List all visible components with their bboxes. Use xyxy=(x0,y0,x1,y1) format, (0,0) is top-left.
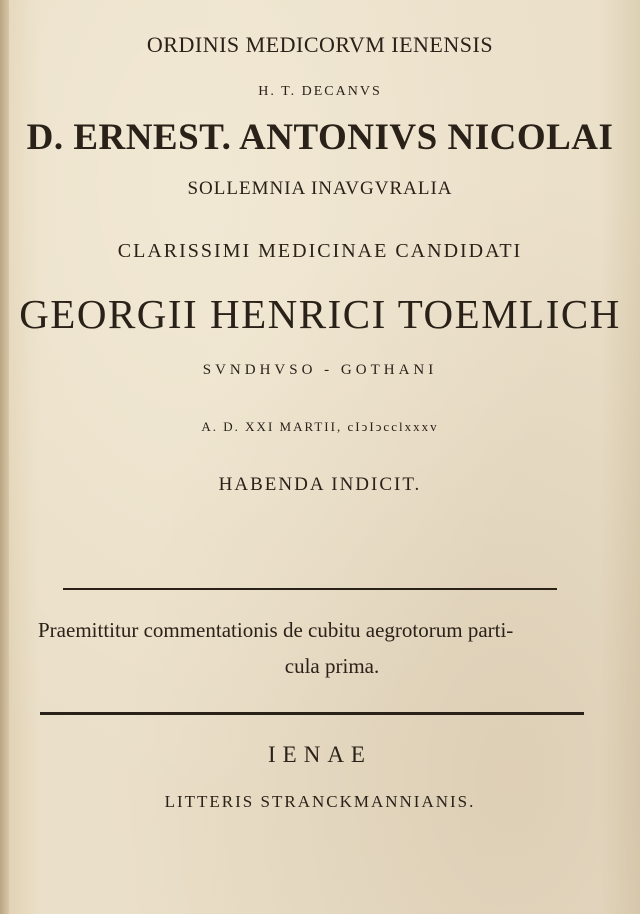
date-line: A. D. XXI MARTII, cIↄIↄcclxxxv xyxy=(201,419,439,434)
dean-name: D. ERNEST. ANTONIVS NICOLAI xyxy=(26,117,614,158)
place-of-printing: IENAE xyxy=(268,742,372,767)
ceremony-line: SOLLEMNIA INAVGVRALIA xyxy=(187,178,453,199)
candidate-designation: CLARISSIMI MEDICINAE CANDIDATI xyxy=(117,240,523,262)
candidate-origin: SVNDHVSO - GOTHANI xyxy=(202,362,438,378)
praemittitur-line-1: Praemittitur commentationis de cubitu aegrotorum parti- xyxy=(38,618,514,642)
faculty-heading: ORDINIS MEDICORVM IENENSIS xyxy=(146,32,494,57)
indicit-line: HABENDA INDICIT. xyxy=(218,474,422,495)
dean-title: H. T. DECANVS xyxy=(258,84,382,99)
candidate-name: GEORGII HENRICI TOEMLICH xyxy=(19,291,621,337)
praemittitur-paragraph xyxy=(38,612,604,684)
praemittitur-line-2: cula prima. xyxy=(284,654,380,678)
printer-imprint: LITTERIS STRANCKMANNIANIS. xyxy=(164,792,476,811)
upper-divider-rule xyxy=(63,588,557,590)
lower-divider-rule xyxy=(40,712,584,715)
